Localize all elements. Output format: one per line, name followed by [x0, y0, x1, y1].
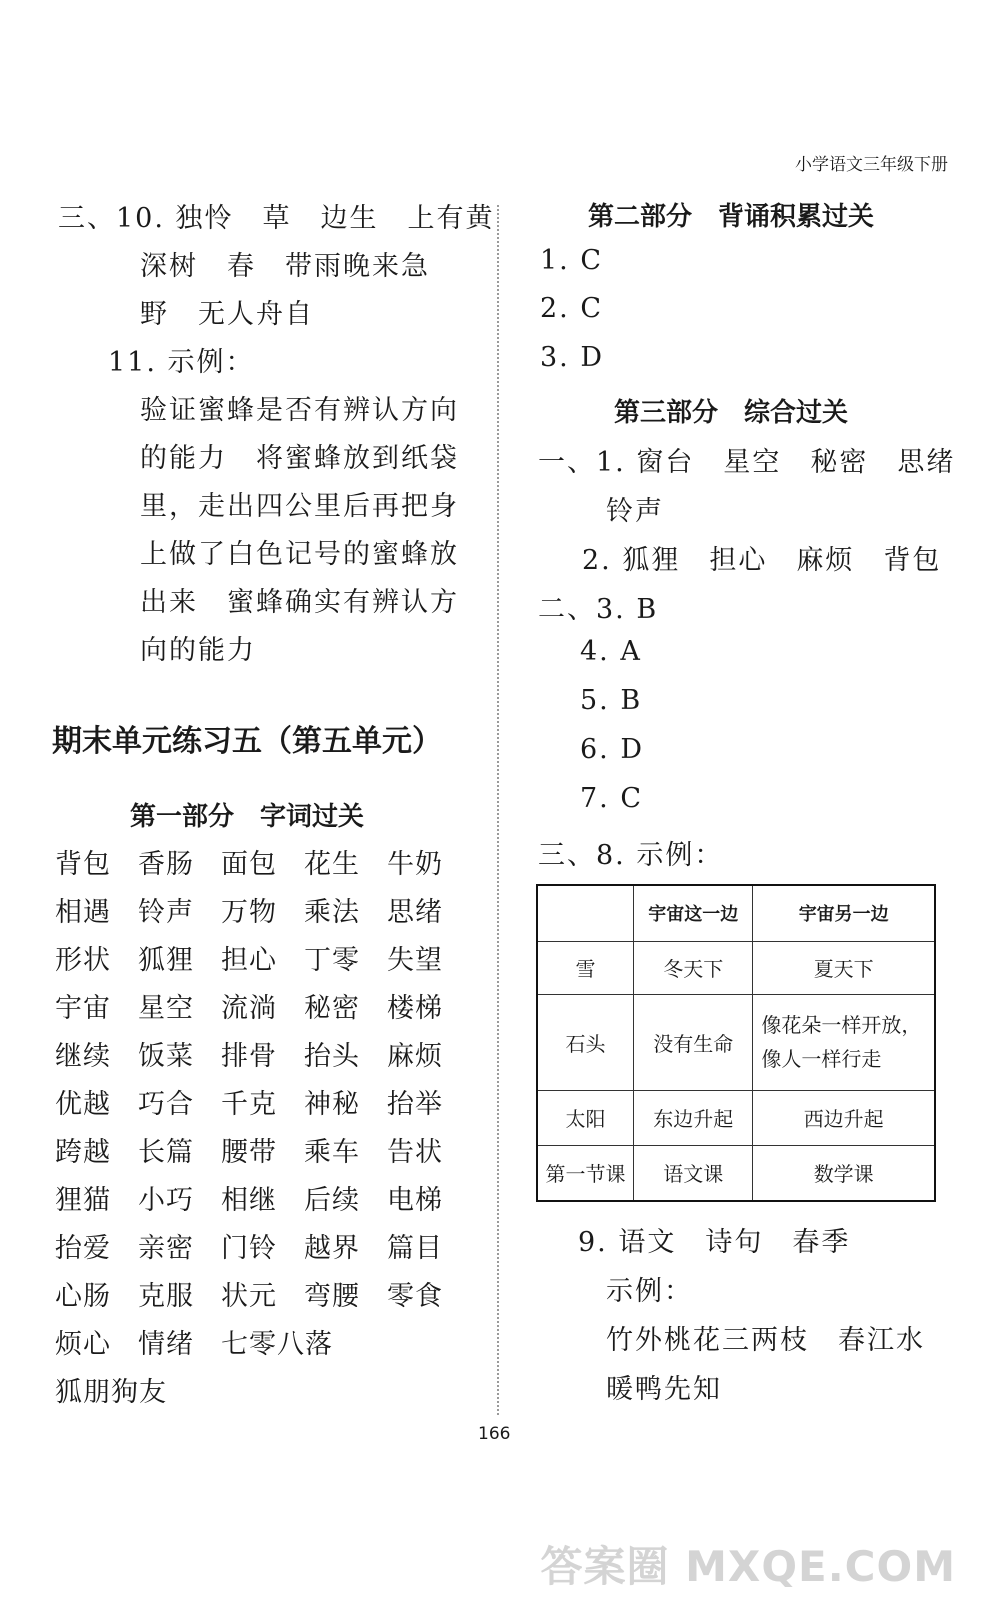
vocab-word: 狐狸: [138, 945, 194, 976]
vocab-word: 继续: [55, 1041, 111, 1072]
vocab-word: 相遇: [55, 897, 111, 928]
vocab-word: 小巧: [138, 1185, 194, 1216]
vocab-row: [55, 1322, 470, 1370]
vocab-word: 烦心: [55, 1329, 111, 1360]
vocab-word: 越界: [304, 1233, 360, 1264]
table-header-row: [537, 885, 935, 941]
vocab-word: 排骨: [221, 1041, 277, 1072]
vocab-word: 花生: [304, 849, 360, 880]
vocab-word: 后续: [304, 1185, 360, 1216]
page-number: 166: [478, 1424, 511, 1444]
vocab-word: 克服: [138, 1281, 194, 1312]
vocab-row: [55, 1034, 470, 1082]
table-header-cell: [537, 885, 634, 941]
watermark-logo: 答案圈 MXQE.COM: [540, 1542, 956, 1591]
vocab-word: 乘法: [304, 897, 360, 928]
vocab-word: 弯腰: [304, 1281, 360, 1312]
vocab-word: 七零八落: [221, 1329, 333, 1360]
answer-q11-line6: 向的能力: [140, 635, 256, 666]
answer-q9-example-label: 示例：: [606, 1276, 693, 1307]
vocab-word: 牛奶: [387, 849, 443, 880]
table-cell: 雪: [537, 941, 634, 994]
vocab-word: 零食: [387, 1281, 443, 1312]
vocab-word: 星空: [138, 993, 194, 1024]
comparison-table: [536, 884, 936, 1202]
table-cell: 东边升起: [634, 1090, 753, 1145]
vocab-word: 楼梯: [387, 993, 443, 1024]
part2-title: 第二部分 背诵积累过关: [588, 202, 875, 232]
table-cell: 太阳: [537, 1090, 634, 1145]
vocab-word: 状元: [221, 1281, 277, 1312]
vocab-word: 秘密: [304, 993, 360, 1024]
table-cell: 没有生命: [634, 994, 753, 1090]
vocab-word: 千克: [221, 1089, 277, 1120]
table-row: [537, 1090, 935, 1145]
vocab-word: 电梯: [387, 1185, 443, 1216]
answer-q4: 4. A: [580, 636, 642, 667]
vocab-word: 告状: [387, 1137, 443, 1168]
answer-q3: 二、3. B: [538, 594, 659, 625]
vocab-row: [55, 1178, 470, 1226]
answer-q6: 6. D: [580, 734, 644, 765]
vocab-word: 门铃: [221, 1233, 277, 1264]
table-header-cell: 宇宙另一边: [753, 885, 935, 941]
table-cell: 夏天下: [753, 941, 935, 994]
answer-q11-line2: 的能力 将蜜蜂放到纸袋: [140, 443, 459, 474]
vocab-word: 篇目: [387, 1233, 443, 1264]
vocab-word: 神秘: [304, 1089, 360, 1120]
answer-q1-line2: 铃声: [606, 496, 664, 527]
vocab-word: 跨越: [55, 1137, 111, 1168]
answer-q10-line2: 深树 春 带雨晚来急: [140, 251, 430, 282]
table-row: [537, 1145, 935, 1201]
vocab-row: [55, 842, 470, 890]
vocab-word: 亲密: [138, 1233, 194, 1264]
vocab-word: 麻烦: [387, 1041, 443, 1072]
table-cell-line: 像花朵一样开放，: [761, 1013, 922, 1037]
table-cell: 第一节课: [537, 1145, 634, 1201]
part2-answer-1: 1. C: [540, 245, 604, 276]
vocab-row: [55, 1274, 470, 1322]
vocab-word: 丁零: [304, 945, 360, 976]
answer-q11-line5: 出来 蜜蜂确实有辨认方: [140, 587, 459, 618]
answer-q1-line1: 一、1. 窗台 星空 秘密 思绪: [538, 447, 956, 478]
vocab-word: 乘车: [304, 1137, 360, 1168]
vocab-word: 面包: [221, 849, 277, 880]
table-row: [537, 994, 935, 1090]
vocab-word: 饭菜: [138, 1041, 194, 1072]
table-cell: 语文课: [634, 1145, 753, 1201]
vocab-word: 抬举: [387, 1089, 443, 1120]
vocab-word: 失望: [387, 945, 443, 976]
table-cell: [753, 994, 935, 1090]
answer-q11-line4: 上做了白色记号的蜜蜂放: [140, 539, 459, 570]
vocab-word: 巧合: [138, 1089, 194, 1120]
unit-title: 期末单元练习五（第五单元）: [52, 724, 442, 759]
vocab-word: 心肠: [55, 1281, 111, 1312]
answer-q5: 5. B: [580, 685, 643, 716]
answer-q7: 7. C: [580, 783, 644, 814]
vocab-word: 长篇: [138, 1137, 194, 1168]
page-header: 小学语文三年级下册: [795, 155, 948, 175]
table-cell: 石头: [537, 994, 634, 1090]
table-cell: 数学课: [753, 1145, 935, 1201]
table-cell-line: 像人一样行走: [761, 1047, 882, 1071]
vocab-word: 抬爱: [55, 1233, 111, 1264]
vocab-word: 抬头: [304, 1041, 360, 1072]
answer-q8-label: 三、8. 示例：: [538, 840, 724, 871]
table-header-cell: 宇宙这一边: [634, 885, 753, 941]
answer-q11-line3: 里，走出四公里后再把身: [140, 491, 459, 522]
part2-answer-3: 3. D: [540, 342, 604, 373]
vocab-word: 宇宙: [55, 993, 111, 1024]
column-divider: [497, 205, 499, 1415]
answer-q9-poem-line2: 暖鸭先知: [606, 1374, 722, 1405]
answer-q11-line1: 验证蜜蜂是否有辨认方向: [140, 395, 459, 426]
vocab-grid: [55, 842, 470, 1418]
vocab-word: 优越: [55, 1089, 111, 1120]
vocab-word: 思绪: [387, 897, 443, 928]
vocab-word: 狸猫: [55, 1185, 111, 1216]
vocab-word: 相继: [221, 1185, 277, 1216]
vocab-row: [55, 1082, 470, 1130]
vocab-word: 万物: [221, 897, 277, 928]
vocab-word: 腰带: [221, 1137, 277, 1168]
answer-q9: 9. 语文 诗句 春季: [578, 1227, 851, 1258]
vocab-row: [55, 1130, 470, 1178]
table-cell: 冬天下: [634, 941, 753, 994]
vocab-word: 狐朋狗友: [55, 1377, 167, 1408]
vocab-word: 背包: [55, 849, 111, 880]
vocab-word: 香肠: [138, 849, 194, 880]
part3-title: 第三部分 综合过关: [614, 398, 849, 428]
vocab-row: [55, 986, 470, 1034]
answer-q11-label: 11. 示例：: [108, 347, 255, 378]
table-cell: 西边升起: [753, 1090, 935, 1145]
table-row: [537, 941, 935, 994]
vocab-word: 流淌: [221, 993, 277, 1024]
answer-q9-poem-line1: 竹外桃花三两枝 春江水: [606, 1325, 925, 1356]
vocab-row: [55, 1226, 470, 1274]
vocab-row: [55, 890, 470, 938]
part1-title: 第一部分 字词过关: [130, 802, 365, 832]
vocab-word: 情绪: [138, 1329, 194, 1360]
vocab-word: 担心: [221, 945, 277, 976]
part2-answer-2: 2. C: [540, 293, 604, 324]
vocab-word: 形状: [55, 945, 111, 976]
answer-q10-line3: 野 无人舟自: [140, 299, 314, 330]
answer-q10-line1: 三、10. 独怜 草 边生 上有黄: [58, 203, 495, 234]
answer-q2: 2. 狐狸 担心 麻烦 背包: [582, 545, 942, 576]
vocab-row: [55, 938, 470, 986]
vocab-row: [55, 1370, 470, 1418]
vocab-word: 铃声: [138, 897, 194, 928]
